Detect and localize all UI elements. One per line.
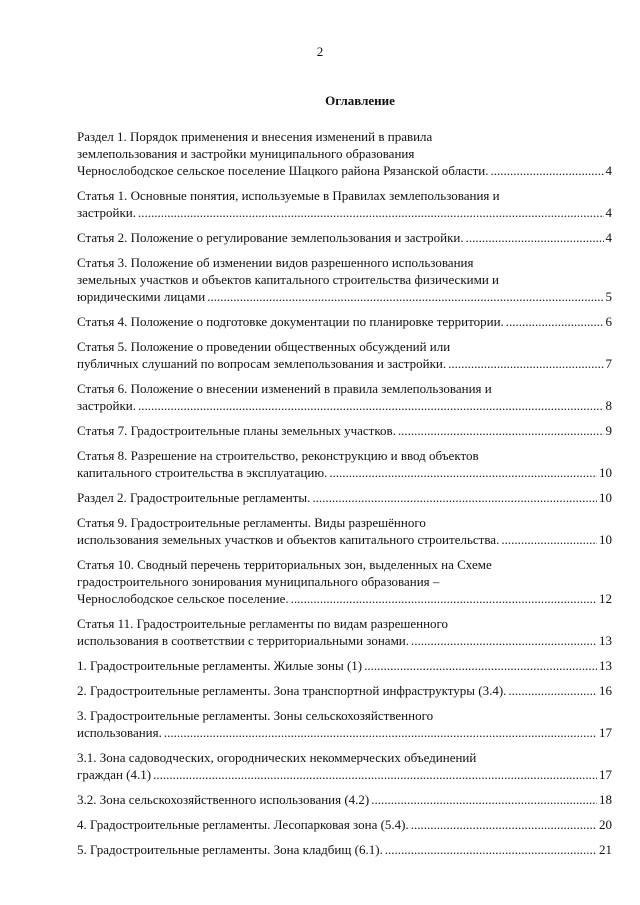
toc-entry-line: юридическими лицами bbox=[77, 289, 206, 304]
toc-entry-last-line bbox=[77, 724, 612, 741]
dot-leader bbox=[411, 816, 597, 833]
toc-entry-line: градостроительного зонирования муниципального образования – bbox=[77, 574, 440, 589]
toc-entry-line: 2. Градостроительные регламенты. Зона транспортной инфраструктуры (3.4). bbox=[77, 683, 507, 698]
dot-leader bbox=[466, 229, 604, 246]
toc-entry-last-line bbox=[77, 464, 612, 481]
dot-leader bbox=[138, 397, 604, 414]
toc-entry[interactable] bbox=[77, 380, 612, 414]
toc-entry-last-line bbox=[77, 489, 612, 506]
toc-entry-page-number: 7 bbox=[605, 356, 612, 371]
toc-entry-line: 3.2. Зона сельскохозяйственного использования (4.2) bbox=[77, 792, 370, 807]
toc-entry-last-line bbox=[77, 531, 612, 548]
toc-entry-page-number: 10 bbox=[599, 465, 612, 480]
toc-entry[interactable] bbox=[77, 229, 612, 246]
toc-entry-line: Статья 10. Сводный перечень территориальных зон, выделенных на Схеме bbox=[77, 557, 492, 572]
dot-leader bbox=[364, 657, 597, 674]
toc-entry-last-line bbox=[77, 590, 612, 607]
dot-leader bbox=[164, 724, 597, 741]
toc-entry[interactable] bbox=[77, 749, 612, 783]
toc-entry-line: Статья 4. Положение о подготовке документации по планировке территории. bbox=[77, 314, 504, 329]
toc-entry-line: застройки. bbox=[77, 398, 136, 413]
toc-entry[interactable] bbox=[77, 841, 612, 858]
toc-entry-last-line bbox=[77, 162, 612, 179]
toc-entry-last-line bbox=[77, 766, 612, 783]
table-of-contents bbox=[77, 128, 612, 866]
toc-entry[interactable] bbox=[77, 489, 612, 506]
dot-leader bbox=[506, 313, 604, 330]
toc-entry-last-line bbox=[77, 229, 612, 246]
toc-entry-page-number: 21 bbox=[599, 842, 612, 857]
dot-leader bbox=[371, 791, 597, 808]
dot-leader bbox=[138, 204, 604, 221]
dot-leader bbox=[411, 632, 597, 649]
toc-entry-last-line bbox=[77, 657, 612, 674]
toc-entry-line: использования в соответствии с территориальными зонами. bbox=[77, 633, 410, 648]
toc-entry-line: 5. Градостроительные регламенты. Зона кладбищ (6.1). bbox=[77, 842, 383, 857]
toc-entry-line: 3. Градостроительные регламенты. Зоны сельскохозяйственного bbox=[77, 708, 434, 723]
toc-entry-line: Статья 5. Положение о проведении общественных обсуждений или bbox=[77, 339, 451, 354]
dot-leader bbox=[490, 162, 603, 179]
toc-entry-page-number: 4 bbox=[605, 205, 612, 220]
toc-entry-line: Статья 2. Положение о регулирование землепользования и застройки. bbox=[77, 230, 464, 245]
toc-entry-line: Чернослободское сельское поселение Шацкого района Рязанской области. bbox=[77, 163, 489, 178]
toc-title: Оглавление bbox=[325, 93, 395, 108]
toc-entry-line: граждан (4.1) bbox=[77, 767, 152, 782]
toc-entry-line: землепользования и застройки муниципального образования bbox=[77, 146, 415, 161]
toc-entry-line: использования. bbox=[77, 725, 162, 740]
toc-entry-page-number: 17 bbox=[599, 767, 612, 782]
toc-entry-last-line bbox=[77, 816, 612, 833]
toc-entry[interactable] bbox=[77, 422, 612, 439]
toc-entry[interactable] bbox=[77, 128, 612, 179]
dot-leader bbox=[153, 766, 597, 783]
toc-entry-line: Статья 1. Основные понятия, используемые в Правилах землепользования и bbox=[77, 188, 500, 203]
toc-entry-line: 1. Градостроительные регламенты. Жилые зоны (1) bbox=[77, 658, 363, 673]
toc-entry-last-line bbox=[77, 841, 612, 858]
toc-entry-line: капитального строительства в эксплуатацию. bbox=[77, 465, 328, 480]
dot-leader bbox=[291, 590, 597, 607]
toc-entry[interactable] bbox=[77, 615, 612, 649]
toc-entry[interactable] bbox=[77, 254, 612, 305]
toc-entry-line: Статья 6. Положение о внесении изменений в правила землепользования и bbox=[77, 381, 492, 396]
toc-entry-page-number: 4 bbox=[605, 230, 612, 245]
dot-leader bbox=[312, 489, 597, 506]
toc-entry-line: земельных участков и объектов капитального строительства физическими и bbox=[77, 272, 499, 287]
toc-entry[interactable] bbox=[77, 707, 612, 741]
toc-entry-page-number: 13 bbox=[599, 658, 612, 673]
toc-entry-line: 4. Градостроительные регламенты. Лесопарковая зона (5.4). bbox=[77, 817, 409, 832]
toc-entry-page-number: 20 bbox=[599, 817, 612, 832]
toc-entry-page-number: 10 bbox=[599, 532, 612, 547]
toc-entry[interactable] bbox=[77, 657, 612, 674]
toc-entry[interactable] bbox=[77, 447, 612, 481]
toc-entry-line: использования земельных участков и объектов капитального строительства. bbox=[77, 532, 500, 547]
toc-entry-last-line bbox=[77, 791, 612, 808]
toc-entry-last-line bbox=[77, 397, 612, 414]
toc-entry-page-number: 5 bbox=[605, 289, 612, 304]
dot-leader bbox=[398, 422, 604, 439]
toc-entry-line: Чернослободское сельское поселение. bbox=[77, 591, 289, 606]
toc-entry-line: Раздел 1. Порядок применения и внесения изменений в правила bbox=[77, 129, 433, 144]
dot-leader bbox=[329, 464, 597, 481]
toc-entry-page-number: 13 bbox=[599, 633, 612, 648]
toc-entry[interactable] bbox=[77, 816, 612, 833]
toc-entry-page-number: 4 bbox=[605, 163, 612, 178]
toc-entry[interactable] bbox=[77, 514, 612, 548]
toc-entry-line: Раздел 2. Градостроительные регламенты. bbox=[77, 490, 311, 505]
toc-entry-page-number: 10 bbox=[599, 490, 612, 505]
toc-entry[interactable] bbox=[77, 313, 612, 330]
toc-entry-line: Статья 3. Положение об изменении видов разрешенного использования bbox=[77, 255, 474, 270]
toc-entry-line: Статья 11. Градостроительные регламенты по видам разрешенного bbox=[77, 616, 449, 631]
toc-entry-last-line bbox=[77, 632, 612, 649]
dot-leader bbox=[508, 682, 597, 699]
toc-entry-line: Статья 8. Разрешение на строительство, реконструкцию и ввод объектов bbox=[77, 448, 479, 463]
toc-entry-line: Статья 7. Градостроительные планы земельных участков. bbox=[77, 423, 396, 438]
dot-leader bbox=[207, 288, 603, 305]
toc-entry-line: 3.1. Зона садоводческих, огороднических некоммерческих объединений bbox=[77, 750, 477, 765]
toc-entry-page-number: 17 bbox=[599, 725, 612, 740]
toc-entry-page-number: 9 bbox=[605, 423, 612, 438]
toc-entry-page-number: 12 bbox=[599, 591, 612, 606]
toc-entry-line: застройки. bbox=[77, 205, 136, 220]
toc-entry-page-number: 6 bbox=[605, 314, 612, 329]
toc-entry[interactable] bbox=[77, 187, 612, 221]
toc-entry[interactable] bbox=[77, 682, 612, 699]
toc-entry-last-line bbox=[77, 422, 612, 439]
dot-leader bbox=[385, 841, 597, 858]
toc-entry-last-line bbox=[77, 288, 612, 305]
toc-entry-line: публичных слушаний по вопросам землепользования и застройки. bbox=[77, 356, 447, 371]
toc-entry-line: Статья 9. Градостроительные регламенты. Виды разрешённого bbox=[77, 515, 426, 530]
toc-entry[interactable] bbox=[77, 791, 612, 808]
dot-leader bbox=[501, 531, 597, 548]
toc-entry-page-number: 18 bbox=[599, 792, 612, 807]
toc-entry-last-line bbox=[77, 355, 612, 372]
page-number: 2 bbox=[316, 44, 324, 59]
dot-leader bbox=[448, 355, 603, 372]
toc-entry[interactable] bbox=[77, 338, 612, 372]
toc-entry-page-number: 16 bbox=[599, 683, 612, 698]
toc-entry-last-line bbox=[77, 682, 612, 699]
toc-entry-last-line bbox=[77, 313, 612, 330]
toc-entry-last-line bbox=[77, 204, 612, 221]
toc-entry[interactable] bbox=[77, 556, 612, 607]
toc-entry-page-number: 8 bbox=[605, 398, 612, 413]
